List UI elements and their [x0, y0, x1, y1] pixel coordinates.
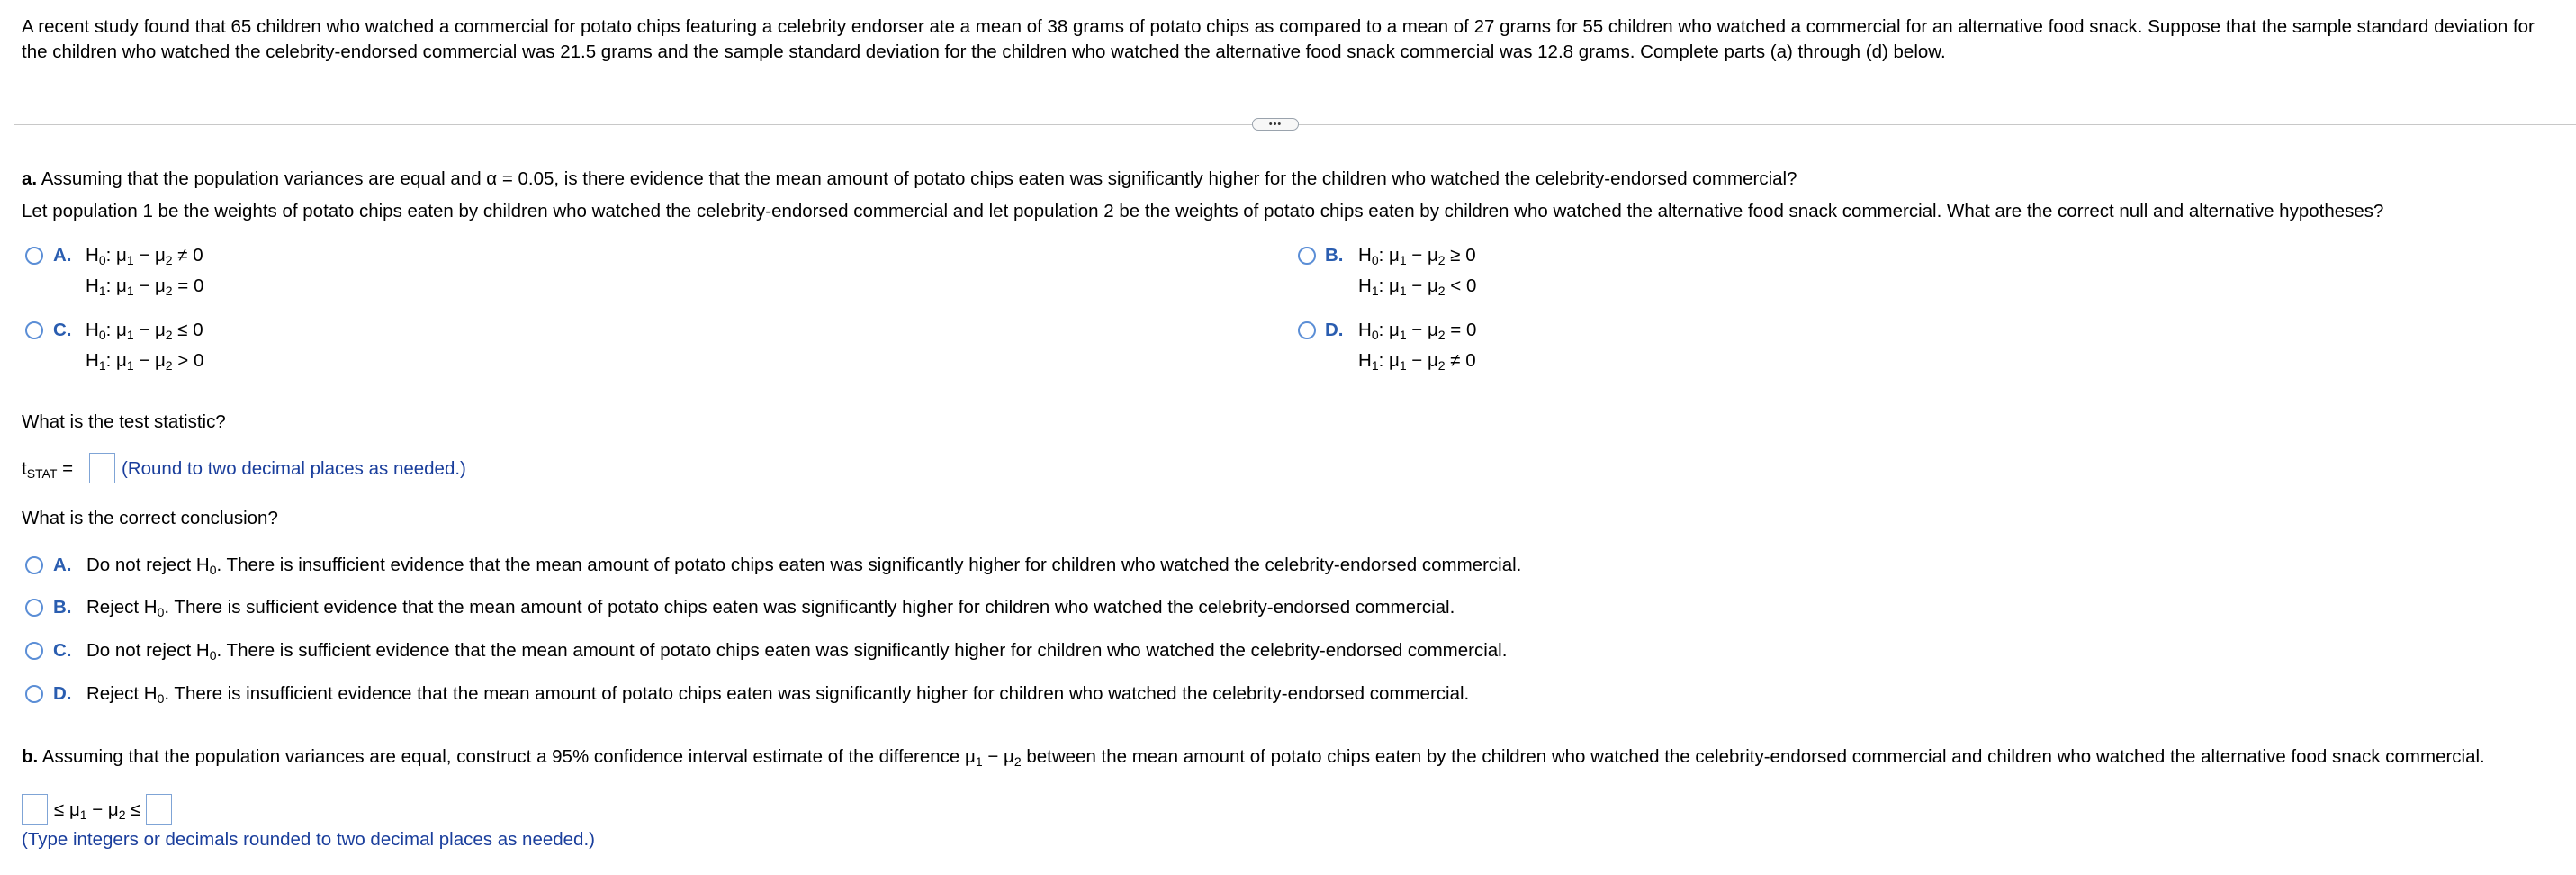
- part-b-question: b. Assuming that the population variances are equal, construct a 95% confidence interval estimate of the difference $\mu_1 - \mu_2$ between the mean amount of potato chips eaten by the children who watched the celebrity-endorsed commercial and children who watched the alternative food snack commercial.: [22, 746, 2485, 769]
- ci-lower-input[interactable]: [22, 794, 48, 825]
- radio-button[interactable]: [1298, 247, 1316, 265]
- option-letter: B.: [53, 597, 72, 618]
- null-hypothesis: $H_0$: $\mu_1 - \mu_2 \le 0$: [86, 320, 203, 342]
- ci-hint: (Type integers or decimals rounded to two decimal places as needed.): [22, 829, 595, 850]
- alt-hypothesis: $H_1$: $\mu_1 - \mu_2 > 0$: [86, 350, 204, 373]
- test-statistic-question: What is the test statistic?: [22, 411, 226, 432]
- part-b-label: b.: [22, 746, 39, 767]
- conclusion-text: Do not reject $H_0$. There is sufficient evidence that the mean amount of potato chips eaten was significantly higher for children who watched the celebrity-endorsed commercial.: [86, 640, 1508, 663]
- conclusion-question: What is the correct conclusion?: [22, 508, 278, 528]
- null-hypothesis: $H_0$: $\mu_1 - \mu_2 = 0$: [1358, 320, 1477, 342]
- option-letter: B.: [1325, 245, 1344, 266]
- alt-hypothesis: $H_1$: $\mu_1 - \mu_2 < 0$: [1358, 275, 1477, 298]
- more-options-button[interactable]: •••: [1252, 118, 1299, 131]
- tstat-input[interactable]: [89, 453, 115, 483]
- problem-intro: A recent study found that 65 children who watched a commercial for potato chips featuring a celebrity endorser ate a mean of 38 grams of potato chips as compared to a mean of 27 grams for 55 children who watched a commercial for an alternative food snack. Suppose that the sample standard deviation for the children who watched the celebrity-endorsed commercial was 21.5 grams and the sample standard deviation for the children who watched the alternative food snack commercial was 12.8 grams. Complete parts (a) through (d) below.: [22, 16, 2535, 62]
- tstat-label: $t_{STAT}$ =: [22, 458, 74, 481]
- conclusion-text: Do not reject $H_0$. There is insufficient evidence that the mean amount of potato chips eaten was significantly higher for children who watched the celebrity-endorsed commercial.: [86, 555, 1522, 577]
- radio-button[interactable]: [25, 685, 43, 703]
- part-a-question: [22, 167, 1797, 191]
- part-a-question-text: Assuming that the population variances are equal and α = 0.05, is there evidence that the mean amount of potato chips eaten was significantly higher for the children who watched the celebrity-endorsed commercial?: [41, 168, 1797, 189]
- part-a-instruction: Let population 1 be the weights of potato chips eaten by children who watched the celebrity-endorsed commercial and let population 2 be the weights of potato chips eaten by children who watched the alternative food snack commercial. What are the correct null and alternative hypotheses?: [22, 201, 2384, 221]
- conclusion-text: Reject $H_0$. There is insufficient evidence that the mean amount of potato chips eaten was significantly higher for children who watched the celebrity-endorsed commercial.: [86, 683, 1470, 706]
- option-letter: A.: [53, 555, 72, 575]
- radio-button[interactable]: [25, 599, 43, 617]
- tstat-hint: (Round to two decimal places as needed.): [122, 458, 466, 479]
- radio-button[interactable]: [1298, 321, 1316, 339]
- radio-button[interactable]: [25, 321, 43, 339]
- option-letter: C.: [53, 320, 72, 340]
- radio-button[interactable]: [25, 556, 43, 574]
- null-hypothesis: $H_0$: $\mu_1 - \mu_2 \ge 0$: [1358, 245, 1476, 267]
- ci-upper-input[interactable]: [146, 794, 172, 825]
- null-hypothesis: $H_0$: $\mu_1 - \mu_2 \ne 0$: [86, 245, 203, 267]
- option-letter: A.: [53, 245, 72, 266]
- option-letter: C.: [53, 640, 72, 661]
- alt-hypothesis: $H_1$: $\mu_1 - \mu_2 = 0$: [86, 275, 204, 298]
- ci-expression: ≤ $\mu_1 - \mu_2$ ≤: [54, 799, 141, 822]
- conclusion-text: Reject $H_0$. There is sufficient evidence that the mean amount of potato chips eaten was significantly higher for children who watched the celebrity-endorsed commercial.: [86, 597, 1455, 619]
- option-letter: D.: [1325, 320, 1344, 340]
- radio-button[interactable]: [25, 642, 43, 660]
- alt-hypothesis: $H_1$: $\mu_1 - \mu_2 \ne 0$: [1358, 350, 1476, 373]
- radio-button[interactable]: [25, 247, 43, 265]
- option-letter: D.: [53, 683, 72, 704]
- part-a-label: a.: [22, 168, 38, 189]
